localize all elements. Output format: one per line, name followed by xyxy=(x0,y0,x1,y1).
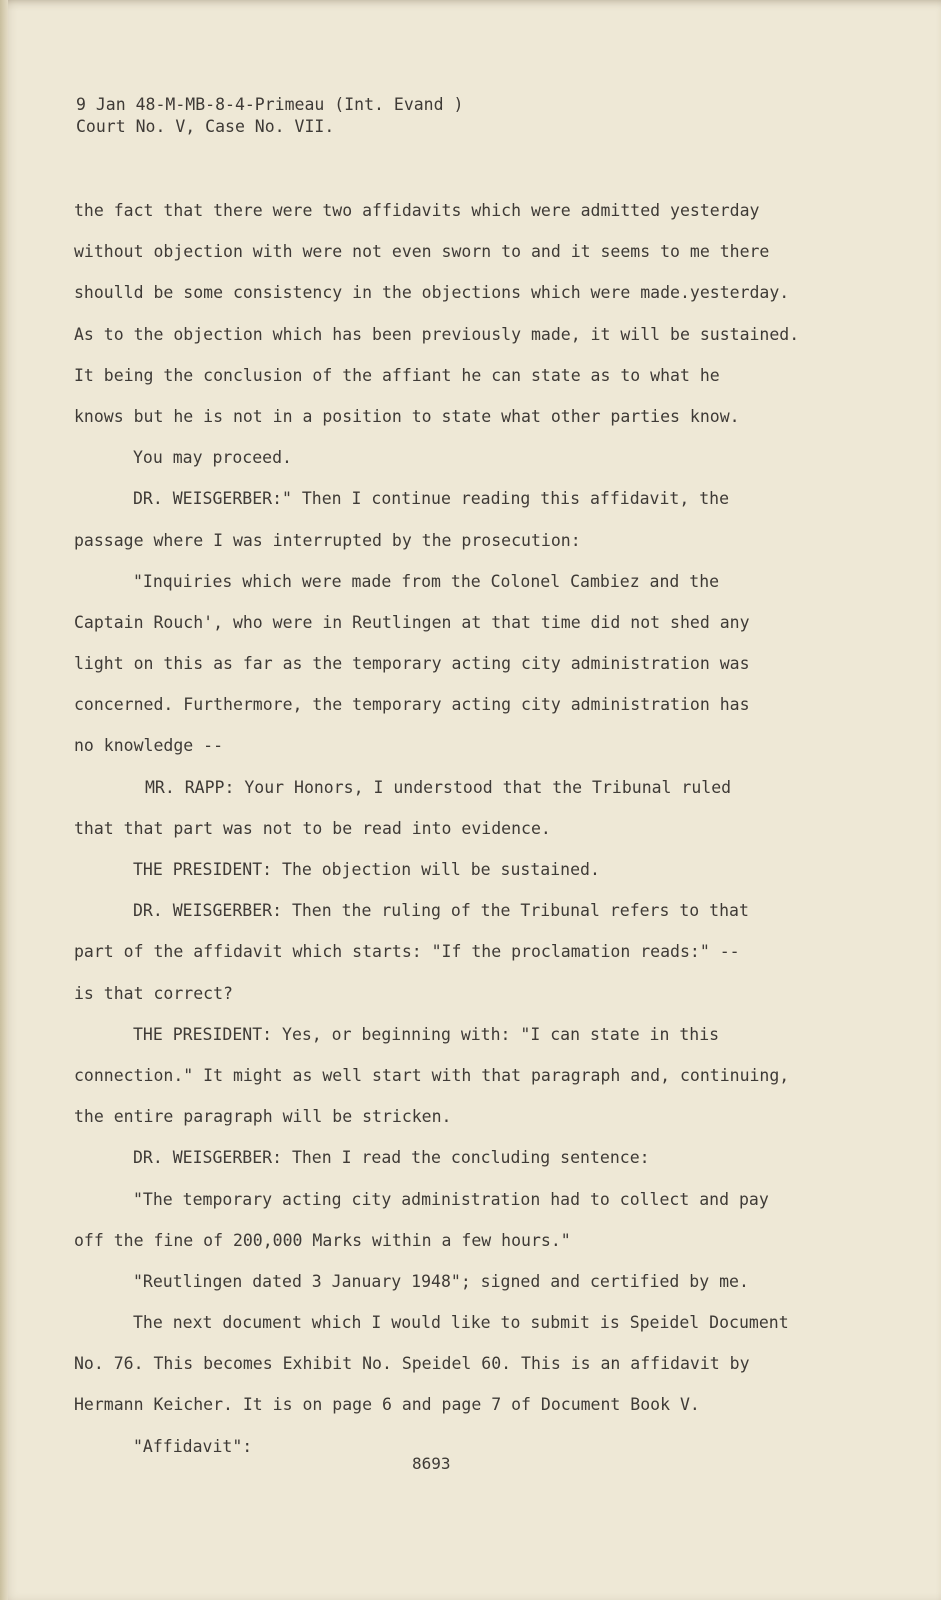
header-line-1: 9 Jan 48-M-MB-8-4-Primeau (Int. Evand ) xyxy=(76,95,464,114)
transcript-line: is that correct? xyxy=(74,983,233,1003)
transcript-line: DR. WEISGERBER: Then the ruling of the Tribunal refers to that xyxy=(133,901,749,921)
transcript-line: light on this as far as the temporary acting city administration was xyxy=(74,654,750,674)
page-number: 8693 xyxy=(412,1454,451,1473)
transcript-line: Captain Rouch', who were in Reutlingen at that time did not shed any xyxy=(74,612,750,632)
transcript-line: off the fine of 200,000 Marks within a few hours." xyxy=(74,1230,571,1250)
transcript-line: the entire paragraph will be stricken. xyxy=(74,1107,452,1127)
transcript-line: You may proceed. xyxy=(133,448,292,468)
transcript-line: "The temporary acting city administration had to collect and pay xyxy=(133,1189,769,1209)
page-edge-shadow xyxy=(0,0,8,1600)
transcript-body xyxy=(74,190,844,1467)
transcript-line: passage where I was interrupted by the prosecution: xyxy=(74,530,581,550)
transcript-line: As to the objection which has been previously made, it will be sustained. xyxy=(74,324,800,344)
transcript-line: DR. WEISGERBER: Then I read the concluding sentence: xyxy=(133,1148,650,1168)
transcript-line: "Affidavit": xyxy=(133,1436,253,1456)
transcript-line: that that part was not to be read into evidence. xyxy=(74,818,551,838)
transcript-line: It being the conclusion of the affiant he can state as to what he xyxy=(74,365,720,385)
transcript-line: "Reutlingen dated 3 January 1948"; signed and certified by me. xyxy=(133,1271,749,1291)
header-line-2: Court No. V, Case No. VII. xyxy=(76,117,335,136)
transcript-line: without objection with were not even sworn to and it seems to me there xyxy=(74,242,770,262)
transcript-line: "Inquiries which were made from the Colonel Cambiez and the xyxy=(133,571,720,591)
transcript-line: concerned. Furthermore, the temporary acting city administration has xyxy=(74,695,750,715)
transcript-line: DR. WEISGERBER:" Then I continue reading this affidavit, the xyxy=(133,489,730,509)
transcript-line: shoulld be some consistency in the objections which were made.yesterday. xyxy=(74,283,790,303)
transcript-line: no knowledge -- xyxy=(74,736,224,756)
transcript-line: MR. RAPP: Your Honors, I understood that the Tribunal ruled xyxy=(145,777,732,797)
transcript-line: the fact that there were two affidavits which were admitted yesterday xyxy=(74,201,760,220)
transcript-line: Hermann Keicher. It is on page 6 and page 7 of Document Book V. xyxy=(74,1395,700,1415)
transcript-line: knows but he is not in a position to state what other parties know. xyxy=(74,406,740,426)
transcript-line: No. 76. This becomes Exhibit No. Speidel 60. This is an affidavit by xyxy=(74,1354,750,1374)
transcript-line: part of the affidavit which starts: "If the proclamation reads:" -- xyxy=(74,942,740,962)
transcript-line: connection." It might as well start with that paragraph and, continuing, xyxy=(74,1065,790,1085)
transcript-line: The next document which I would like to submit is Speidel Document xyxy=(133,1313,789,1333)
transcript-line: THE PRESIDENT: The objection will be sustained. xyxy=(133,860,600,879)
document-header xyxy=(76,94,463,138)
transcript-line: THE PRESIDENT: Yes, or beginning with: "I can state in this xyxy=(133,1024,720,1044)
